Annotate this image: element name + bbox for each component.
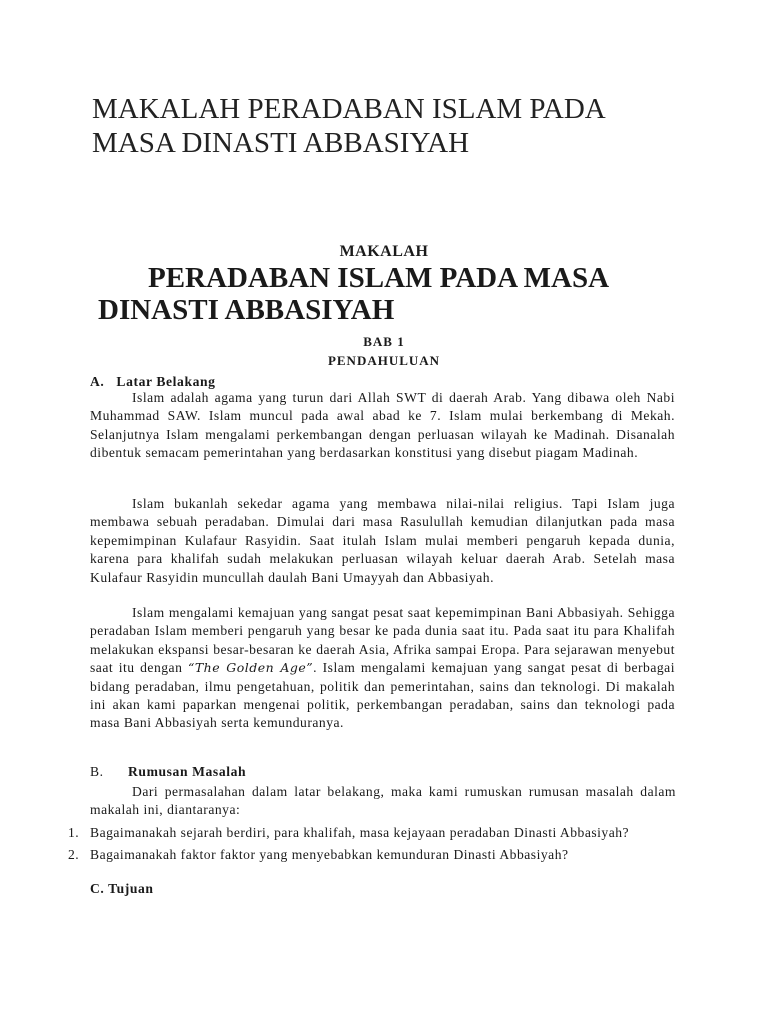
section-b-letter: B. bbox=[90, 764, 104, 779]
main-heading-line-1: PERADABAN ISLAM PADA MASA bbox=[148, 262, 610, 294]
section-a-heading: A. Latar Belakang bbox=[90, 374, 216, 389]
main-heading bbox=[0, 262, 768, 326]
list-item-text: Bagaimanakah sejarah berdiri, para khalifah, masa kejayaan peradaban Dinasti Abbasiyah? bbox=[90, 825, 630, 840]
paragraph-1 bbox=[90, 389, 675, 463]
paragraph-3-text bbox=[90, 604, 675, 733]
makalah-label: MAKALAH bbox=[339, 243, 429, 260]
paragraph-4-text: Dari permasalahan dalam latar belakang, maka kami rumuskan rumusan masalah dalam makalah ini, diantaranya: bbox=[90, 784, 676, 818]
paragraph-2-text: Islam bukanlah sekedar agama yang membawa nilai-nilai religius. Tapi Islam juga membawa sebuah peradaban. Dimulai dari masa Rasulullah kemudian dilanjutkan pada masa kepemimpinan Kulafaur Rasyidin. Saat itulah Islam mulai memberi pengaruh kepada dunia, karena para khalifah sudah melakukan perluasan wilayah keluar daerah Arab. Setelah masa Kulafaur Rasyidin muncullah daulah Bani Umayyah dan Abbasiyah. bbox=[90, 496, 675, 585]
golden-age-quote: “The Golden Age” bbox=[187, 660, 314, 676]
section-c-heading: C. Tujuan bbox=[90, 881, 154, 896]
chapter-heading bbox=[0, 332, 768, 370]
paragraph-4 bbox=[90, 783, 676, 820]
paragraph-3-before: Islam mengalami kemajuan yang sangat pesat saat kepemimpinan Bani Abbasiyah. Sehigga peradaban Islam memberi pengaruh yang besar ke pada dunia saat itu. Pada saat itu para Khalifah melakukan ekspansi besar-besaran ke daerah Asia, Afrika sampai Eropa. Para sejarawan menyebut saat itu dengan bbox=[90, 605, 675, 676]
document-title bbox=[92, 92, 712, 160]
list-item-number: 2. bbox=[68, 847, 80, 863]
chapter-number: BAB 1 bbox=[363, 334, 405, 349]
document-title-line-2: MASA DINASTI ABBASIYAH bbox=[92, 127, 470, 159]
main-heading-line-2: DINASTI ABBASIYAH bbox=[98, 294, 395, 326]
paragraph-1-text: Islam adalah agama yang turun dari Allah SWT di daerah Arab. Yang dibawa oleh Nabi Muhammad SAW. Islam muncul pada awal abad ke 7. Islam mulai berkembang di Mekah. Selanjutnya Islam mengalami perkembangan dengan perluasan wilayah ke Madinah. Disanalah dibentuk semacam pemerintahan yang berdasarkan konstitusi yang disebut piagam Madinah. bbox=[90, 390, 675, 461]
section-b-heading bbox=[90, 763, 675, 781]
section-b-label: Rumusan Masalah bbox=[128, 764, 247, 779]
problem-list bbox=[50, 824, 676, 869]
document-title-line-1: MAKALAH PERADABAN ISLAM PADA bbox=[92, 93, 606, 125]
list-item-text: Bagaimanakah faktor faktor yang menyebabkan kemunduran Dinasti Abbasiyah? bbox=[90, 847, 569, 863]
paragraph-3-after: . Islam mengalami kemajuan yang sangat pesat di berbagai bidang peradaban, ilmu pengetahuan, politik dan pemerintahan, sains dan teknologi. Di makalah ini akan kami paparkan mengenai politik, perkembangan peradaban, sains dan teknologi pada masa Bani Abbasiyah serta kemunduranya. bbox=[90, 660, 675, 731]
list-item-number: 1. bbox=[68, 825, 80, 840]
paragraph-3 bbox=[90, 604, 675, 733]
paragraph-2 bbox=[90, 495, 675, 587]
list-item bbox=[50, 846, 676, 864]
list-item bbox=[50, 824, 676, 842]
chapter-title: PENDAHULUAN bbox=[327, 353, 441, 368]
